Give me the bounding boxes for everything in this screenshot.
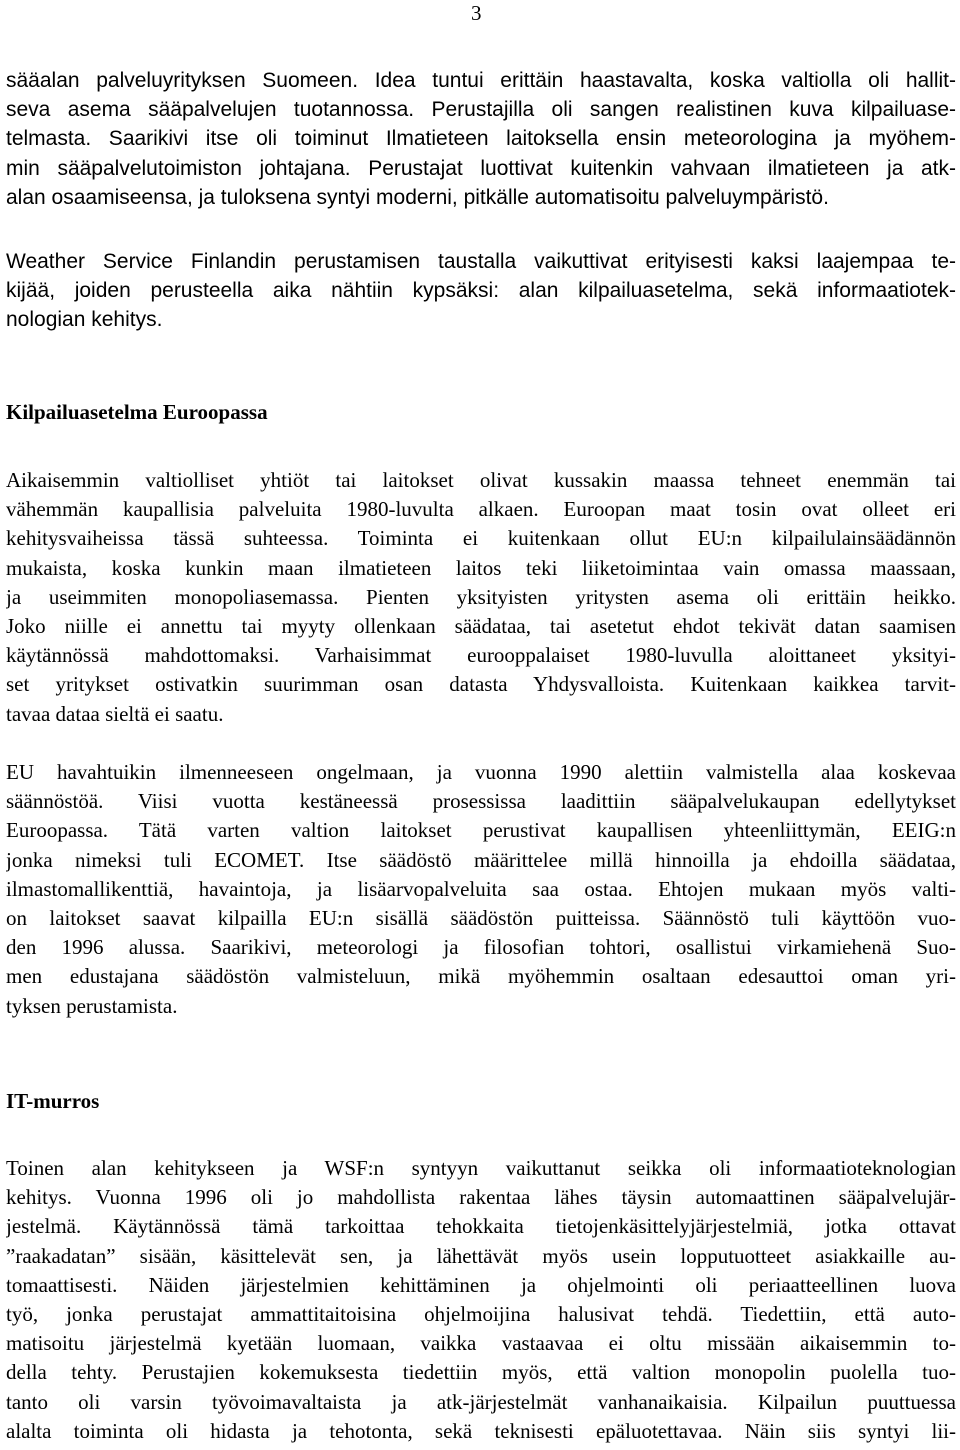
background-paragraph [6, 247, 956, 335]
competition-paragraph-2 [6, 758, 956, 1021]
text-line: tyksen perustamista. [6, 993, 178, 1018]
text-line: jonka nimeksi tuli ECOMET. Itse säädöstö määrittelee millä hinnoilla ja ehdoilla säädataa, [6, 847, 956, 872]
text-line: työ, jonka perustajat ammattitaitoisina ohjelmoijina halusivat tehdä. Tiedettiin, että auto- [6, 1302, 956, 1327]
text-line: säännöstöä. Viisi vuotta kestäneessä prosessissa laadittiin sääpalvelukaupan edellytykset [6, 789, 956, 814]
text-line: matisoitu järjestelmä kyetään luomaan, vaikka vastaavaa ei oltu missään aikaisemmin to- [6, 1331, 956, 1356]
text-line: sääalan palveluyrityksen Suomeen. Idea tuntui erittäin haastavalta, koska valtiolla oli hallit- [6, 69, 956, 92]
text-line: tavaa dataa sieltä ei saatu. [6, 701, 224, 726]
text-line: käytännössä mahdottomaksi. Varhaisimmat eurooppalaiset 1980-luvulla aloittaneet yksityi- [6, 643, 956, 668]
intro-paragraph [6, 66, 956, 212]
text-line: alalta toiminta oli hidasta ja tehotonta, sekä teknisesti epäluotettavaa. Näin siis syntyi lii- [6, 1418, 956, 1443]
text-line: della tehty. Perustajien kokemuksesta tiedettiin myös, että valtion monopolin puolella tuo- [6, 1360, 956, 1385]
text-line: Weather Service Finlandin perustamisen taustalla vaikuttivat erityisesti kaksi laajempaa te- [6, 250, 956, 273]
it-paragraph-1 [6, 1154, 956, 1446]
text-line: on laitokset saavat kilpailla EU:n sisällä säädöstön puitteissa. Säännöstö tuli käyttöön vuo- [6, 906, 956, 931]
text-line: Joko niille ei annettu tai myyty ollenkaan säädataa, tai asetetut ehdot tekivät datan saamisen [6, 614, 956, 639]
text-line: nologian kehitys. [6, 308, 163, 332]
text-line: set yritykset ostivatkin suurimman osan datasta Yhdysvalloista. Kuitenkaan kaikkea tarvit- [6, 672, 956, 697]
text-line: Toinen alan kehitykseen ja WSF:n syntyyn vaikuttanut seikka oli informaatioteknologian [6, 1156, 956, 1180]
text-line: den 1996 alussa. Saarikivi, meteorologi ja filosofian tohtori, osallistui virkamiehenä Suo- [6, 935, 956, 960]
text-line: seva asema sääpalvelujen tuotannossa. Perustajilla oli sangen realistinen kuva kilpailuase- [6, 98, 956, 122]
text-line: mukaista, koska kunkin maan ilmatieteen laitos teki liiketoimintaa vain omassa maassaan, [6, 555, 956, 580]
text-line: tomaattisesti. Näiden järjestelmien kehittäminen ja ohjelmointi oli periaatteellinen luova [6, 1272, 956, 1297]
text-line: min sääpalvelutoimiston johtajana. Perustajat luottivat kuitenkin vahvaan ilmatieteen ja atk- [6, 156, 956, 180]
text-line: ”raakadatan” sisään, käsittelevät sen, ja lähettävät myös usein lopputuotteet asiakkaille au- [6, 1243, 956, 1268]
text-line: jestelmä. Käytännössä tämä tarkoittaa tehokkaita tietojenkäsittelyjärjestelmiä, jotka ottavat [6, 1214, 956, 1239]
text-line: Aikaisemmin valtiolliset yhtiöt tai laitokset olivat kussakin maassa tehneet enemmän tai [6, 468, 956, 492]
text-line: kehitysvaiheissa tässä suhteessa. Toiminta ei kuitenkaan ollut EU:n kilpailulainsäädännön [6, 526, 956, 551]
section-heading-competition: Kilpailuasetelma Euroopassa [6, 400, 268, 424]
section-heading-it: IT-murros [6, 1089, 100, 1113]
text-line: ilmastomallikenttiä, havaintoja, ja lisäarvopalveluita saa ostaa. Ehtojen mukaan myös valti- [6, 876, 956, 901]
page-number: 3 [471, 1, 482, 25]
text-line: EU havahtuikin ilmenneeseen ongelmaan, ja vuonna 1990 alettiin valmistella alaa koskevaa [6, 760, 956, 784]
text-line: vähemmän kaupallisia palveluita 1980-luvulta alkaen. Euroopan maat tosin ovat olleet eri [6, 497, 956, 522]
text-line: alan osaamiseensa, ja tuloksena syntyi moderni, pitkälle automatisoitu palveluympäristö. [6, 185, 829, 209]
text-line: kijää, joiden perusteella aika nähtiin kypsäksi: alan kilpailuasetelma, sekä informaatiotek- [6, 279, 956, 303]
text-line: kehitys. Vuonna 1996 oli jo mahdollista rakentaa lähes täysin automaattinen sääpalvelujär- [6, 1185, 956, 1210]
text-line: tanto oli varsin työvoimavaltaista ja atk-järjestelmät vanhanaikaisia. Kilpailun puuttuessa [6, 1389, 956, 1414]
text-line: telmasta. Saarikivi itse oli toiminut Ilmatieteen laitoksella ensin meteorologina ja myöhem- [6, 127, 956, 151]
competition-paragraph-1 [6, 466, 956, 729]
text-line: men edustajana säädöstön valmisteluun, mikä myöhemmin osaltaan edesauttoi oman yri- [6, 964, 956, 989]
text-line: ja useimmiten monopoliasemassa. Pienten yksityisten yritysten asema oli erittäin heikko. [6, 584, 956, 609]
text-line: Euroopassa. Tätä varten valtion laitokset perustivat kaupallisen yhteenliittymän, EEIG:n [6, 818, 956, 843]
